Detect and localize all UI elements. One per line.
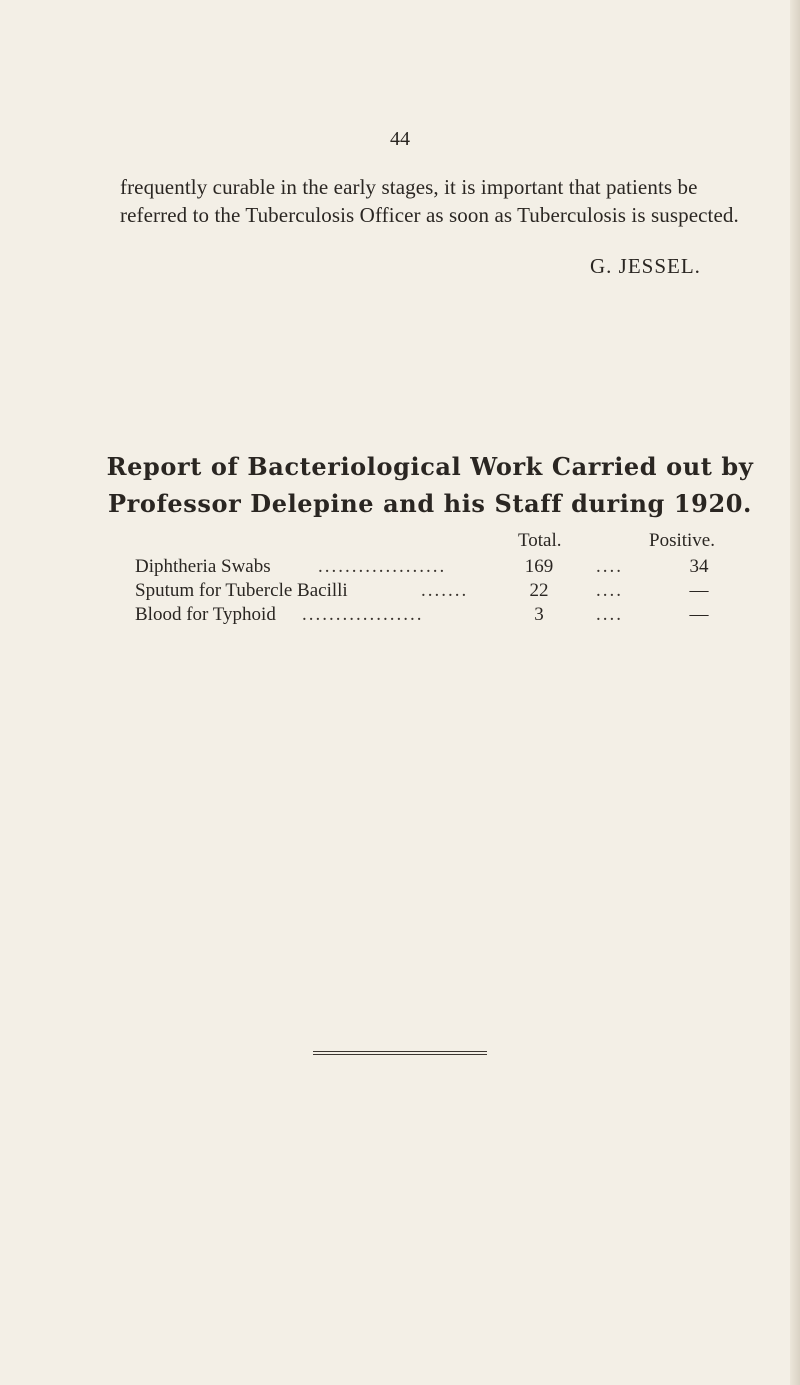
- row-total: 169: [524, 556, 554, 577]
- row-positive: —: [689, 604, 709, 625]
- row-total: 22: [529, 580, 549, 601]
- dot-leader: ..................: [302, 604, 424, 625]
- row-total: 3: [534, 604, 544, 625]
- dot-leader: ....: [596, 604, 623, 625]
- table-row: [135, 556, 740, 580]
- table-row: [135, 604, 740, 628]
- report-heading: [100, 448, 760, 522]
- row-label: Diphtheria Swabs: [135, 556, 271, 577]
- row-positive: —: [689, 580, 709, 601]
- closing-paragraph: [120, 173, 770, 229]
- paragraph-line-1: frequently curable in the early stages, it is important that patients be: [120, 175, 698, 199]
- dot-leader: ....: [596, 580, 623, 601]
- row-label: Sputum for Tubercle Bacilli: [135, 580, 348, 601]
- heading-line-2: Professor Delepine and his Staff during 1920.: [107, 489, 753, 518]
- column-header-positive: Positive.: [649, 530, 715, 551]
- divider-rule: [313, 1051, 487, 1052]
- row-positive: 34: [689, 556, 709, 577]
- page-number: 44: [390, 128, 410, 150]
- dot-leader: .......: [421, 580, 469, 601]
- signature: G. JESSEL.: [590, 254, 701, 278]
- dot-leader: ....: [596, 556, 623, 577]
- dot-leader: ...................: [318, 556, 447, 577]
- page-edge-shadow: [790, 0, 800, 1385]
- table-row: [135, 580, 740, 604]
- paragraph-line-2: referred to the Tuberculosis Officer as soon as Tuberculosis is suspected.: [120, 203, 739, 227]
- column-header-total: Total.: [518, 530, 562, 551]
- heading-line-1: Report of Bacteriological Work Carried out by: [106, 452, 754, 481]
- divider-rule: [313, 1054, 487, 1055]
- row-label: Blood for Typhoid: [135, 604, 276, 625]
